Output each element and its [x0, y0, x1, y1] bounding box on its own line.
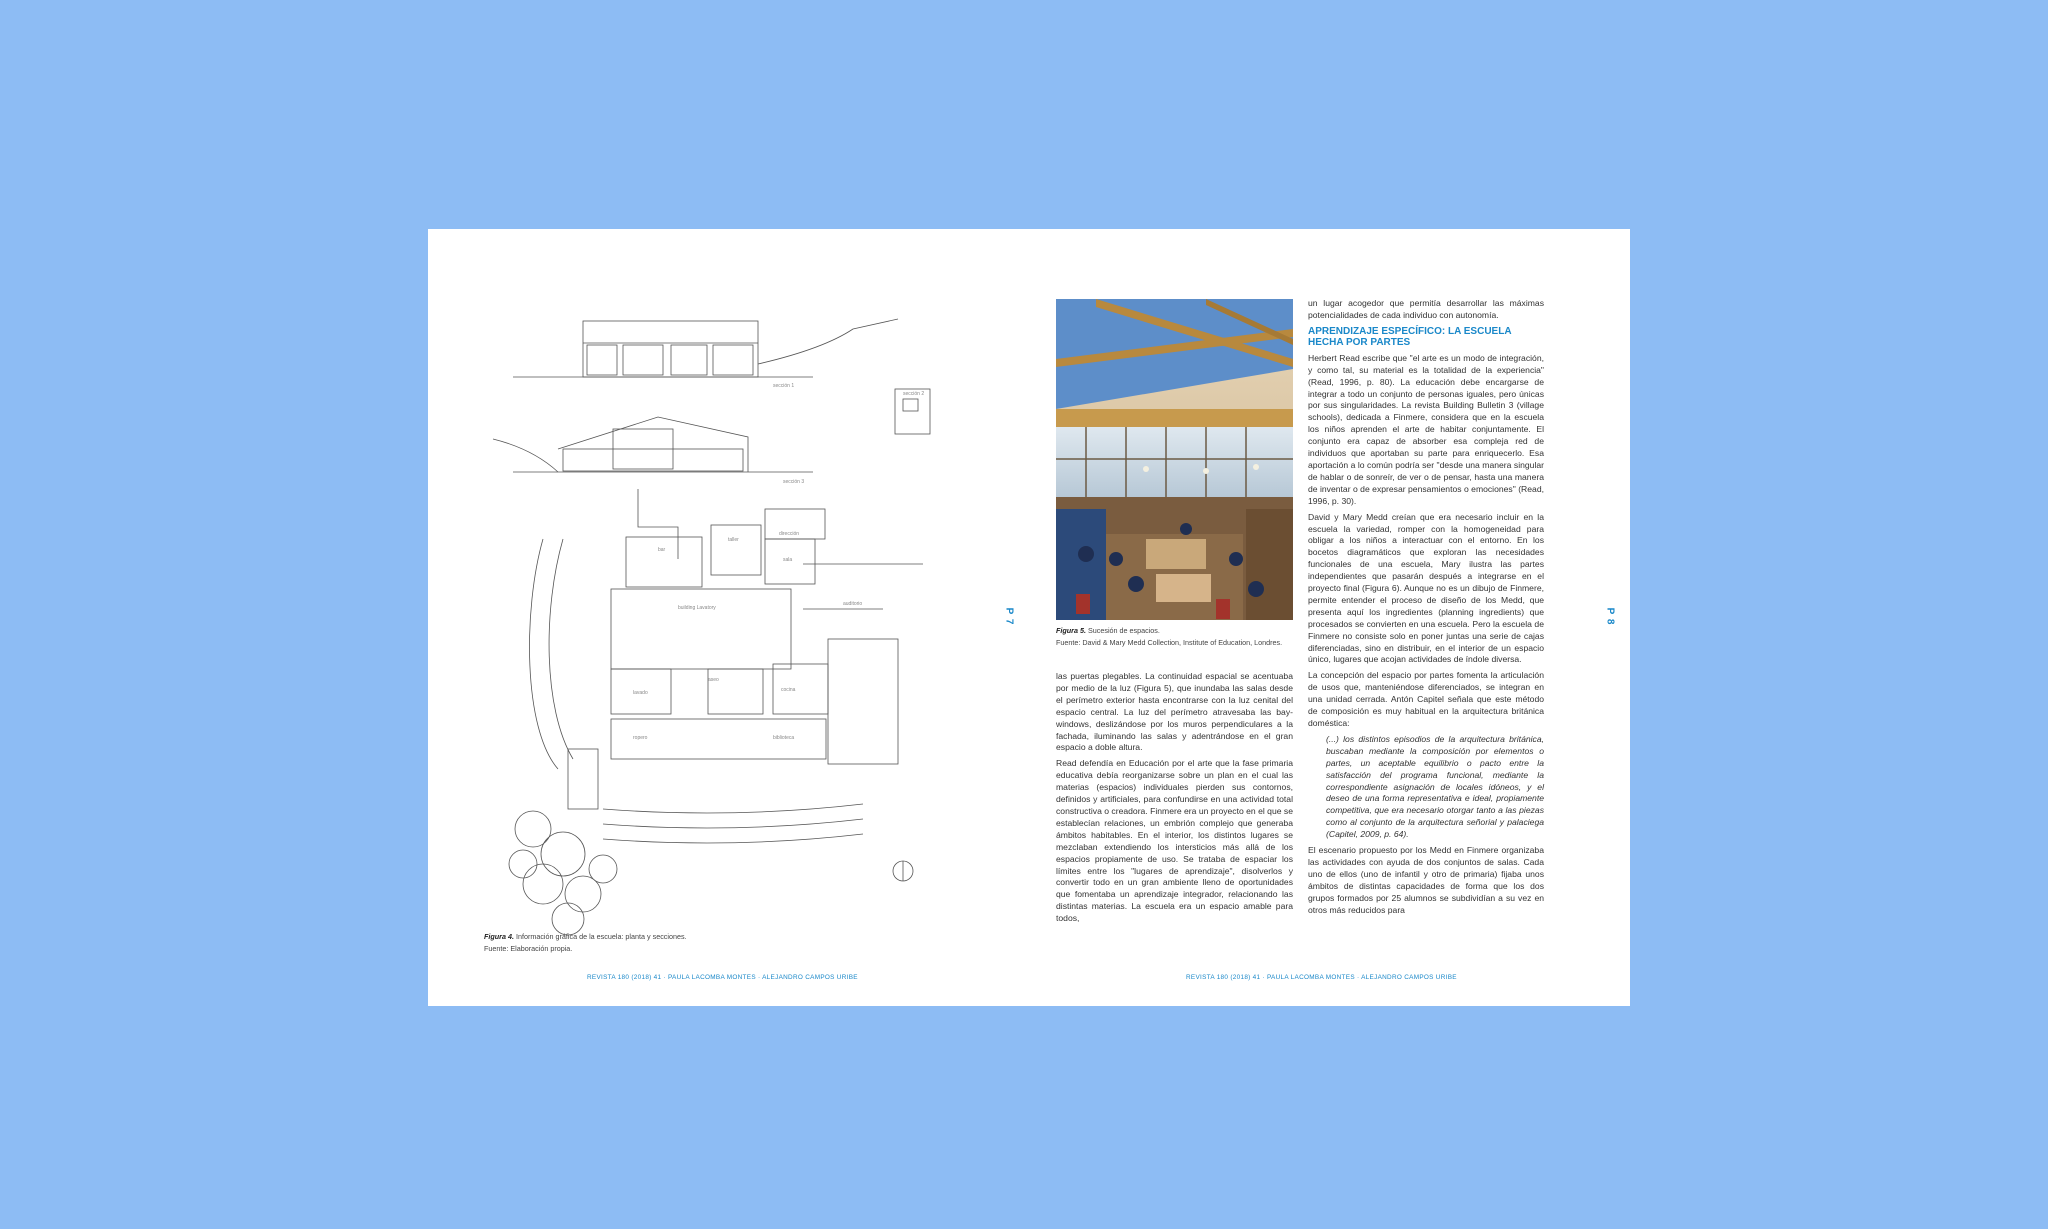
- paragraph: Read defendía en Educación por el arte que la fase primaria educativa debía reorganizarse sobre un plan en el cual las materias (espacios) individuales pierden sus contornos, definidos y artificiales, para confundirse en una actividad total constructiva o creadora. Finmere era un proyecto en el que se establecían relaciones, un embrión complejo que generaba ámbitos habitables. En el interior, los distintos lugares se mezclaban extendiendo los intersticios más allá de los espacios propiamente de uso. Se trataba de espaciar los límites entre los "lugares de aprendizaje", disolverlos y convertir todo en un gran ambiente lleno de oportunidades que fomentaba un aprendizaje integrador, relacionando las distintas materias. La escuela era un espacio amable para todos,: [1056, 758, 1293, 924]
- paragraph: las puertas plegables. La continuidad espacial se acentuaba por medio de la luz (Figura 5), que inundaba las salas desde el perímetro exterior hasta encontrarse con la luz cenital del espacio central. La luz del perímetro atravesaba las bay-windows, deslizándose por los muros perpendiculares a la fachada, iluminando las salas y adentrándose en el gran espacio a doble altura.: [1056, 671, 1293, 753]
- caption-text: Información gráfica de la escuela: planta y secciones.: [513, 932, 687, 941]
- plan-label: building Lavatory: [678, 605, 716, 611]
- plan-label: cocina: [781, 687, 796, 693]
- plan-label: taller: [728, 537, 739, 543]
- plan-label: dirección: [779, 531, 800, 537]
- page-number: P 7: [1003, 607, 1015, 626]
- paragraph: La concepción del espacio por partes fomenta la articulación de usos que, manteniéndose diferenciados, se integran en una unidad cerrada. Antón Capitel señala que este método de composición es muy habitual en la arquitectura británica doméstica:: [1308, 670, 1544, 728]
- classroom-photo-image: [1056, 299, 1293, 620]
- section-heading: APRENDIZAJE ESPECÍFICO: LA ESCUELA HECHA POR PARTES: [1308, 325, 1512, 348]
- page-footer: REVISTA 180 (2018) 41 · PAULA LACOMBA MONTES · ALEJANDRO CAMPOS URIBE: [1186, 974, 1457, 981]
- paragraph: David y Mary Medd creían que era necesario incluir en la escuela la variedad, romper con la homogeneidad para obligar a los niños a interactuar con el entorno. En los bocetos diagramáticos que exploran las necesidades funcionales de una escuela, Mary ilustra las partes independientes que pasarán después a integrarse en el proyecto final (Figura 6). Aunque no es un dibujo de Finmere, permite entender el proceso de diseño de los Medd, que presenta aquí los ingredientes (planning ingredients) que procesados se convierten en una escuela. Pero la escuela de Finmere no consiste solo en poner juntas una serie de cajas diferenciadas, sino en distribuir, en el interior de un espacio único, lugares que acojan actividades de índole diversa.: [1308, 511, 1544, 665]
- plan-label: bar: [658, 547, 666, 553]
- section-label: sección 2: [903, 391, 925, 397]
- caption-label: Figura 4.: [484, 932, 514, 941]
- plan-label: auditorio: [843, 601, 863, 607]
- plan-label: lavado: [633, 690, 648, 696]
- magazine-spread: [428, 229, 1630, 1006]
- plan-label: biblioteca: [773, 735, 795, 741]
- page-number: P 8: [1604, 607, 1616, 626]
- paragraph: Herbert Read escribe que "el arte es un modo de integración, y como tal, su material es la totalidad de la experiencia" (Read, 1996, p. 80). La educación debe encargarse de integrar a todo un conjunto de personas iguales, pero únicas por sus singularidades. La revista Building Bulletin 3 (village schools), dedicada a Finmere, considera que en la escuela los niños aprenden el arte de habitar conjuntamente. El conjunto era capaz de absorber esa compleja red de individuos que aportaban su parte para enriquecerlo. Esa aportación a lo común podría ser "desde una manera singular de hablar o de sonreír, de ver o de pensar, hasta una manera de inventar o de expresar pensamientos o emociones" (Read, 1996, p. 30).: [1308, 352, 1544, 506]
- figure-4-caption: [484, 931, 784, 955]
- text-column-2: [1308, 298, 1544, 921]
- caption-text: Sucesión de espacios.: [1085, 626, 1160, 635]
- page-right: [1029, 229, 1630, 1006]
- plan-label: ropero: [633, 735, 648, 741]
- caption-label: Figura 5.: [1056, 626, 1086, 635]
- section-label: sección 3: [783, 479, 805, 485]
- block-quote: (...) los distintos episodios de la arquitectura británica, buscaban mediante la composición por elementos o partes, un aceptable equilibrio o pacto entre la satisfacción del programa funcional, mediante la correspondiente asignación de locales idóneos, y el deseo de una forma representativa e ideal, propiamente competitiva, que era necesario otorgar tanto a las piezas como al conjunto de la arquitectura señorial y palaciega (Capitel, 2009, p. 64).: [1326, 733, 1544, 840]
- text-column-1: [1056, 671, 1293, 929]
- architectural-drawing: [483, 309, 983, 1009]
- plan-label: sala: [783, 557, 793, 563]
- caption-source: Fuente: David & Mary Medd Collection, Institute of Education, Londres.: [1056, 638, 1283, 647]
- paragraph: un lugar acogedor que permitía desarrollar las máximas potencialidades de cada individuo con autonomía.: [1308, 298, 1544, 320]
- page-left: [428, 229, 1029, 1006]
- plan-label: aseo: [708, 677, 719, 683]
- section-label: sección 1: [773, 383, 795, 389]
- classroom-photo: [1056, 299, 1293, 620]
- caption-source: Fuente: Elaboración propia.: [484, 944, 573, 953]
- paragraph: El escenario propuesto por los Medd en Finmere organizaba las actividades con ayuda de dos conjuntos de salas. Cada uno de ellos (uno de infantil y otro de primaria) fijaba unos ámbitos de distintas capacidades de forma que los dos grupos formados por 25 alumnos se subdividían a su vez en otros más reducidos para: [1308, 845, 1544, 915]
- figure-5-caption: [1056, 625, 1316, 649]
- page-footer: REVISTA 180 (2018) 41 · PAULA LACOMBA MONTES · ALEJANDRO CAMPOS URIBE: [587, 974, 858, 981]
